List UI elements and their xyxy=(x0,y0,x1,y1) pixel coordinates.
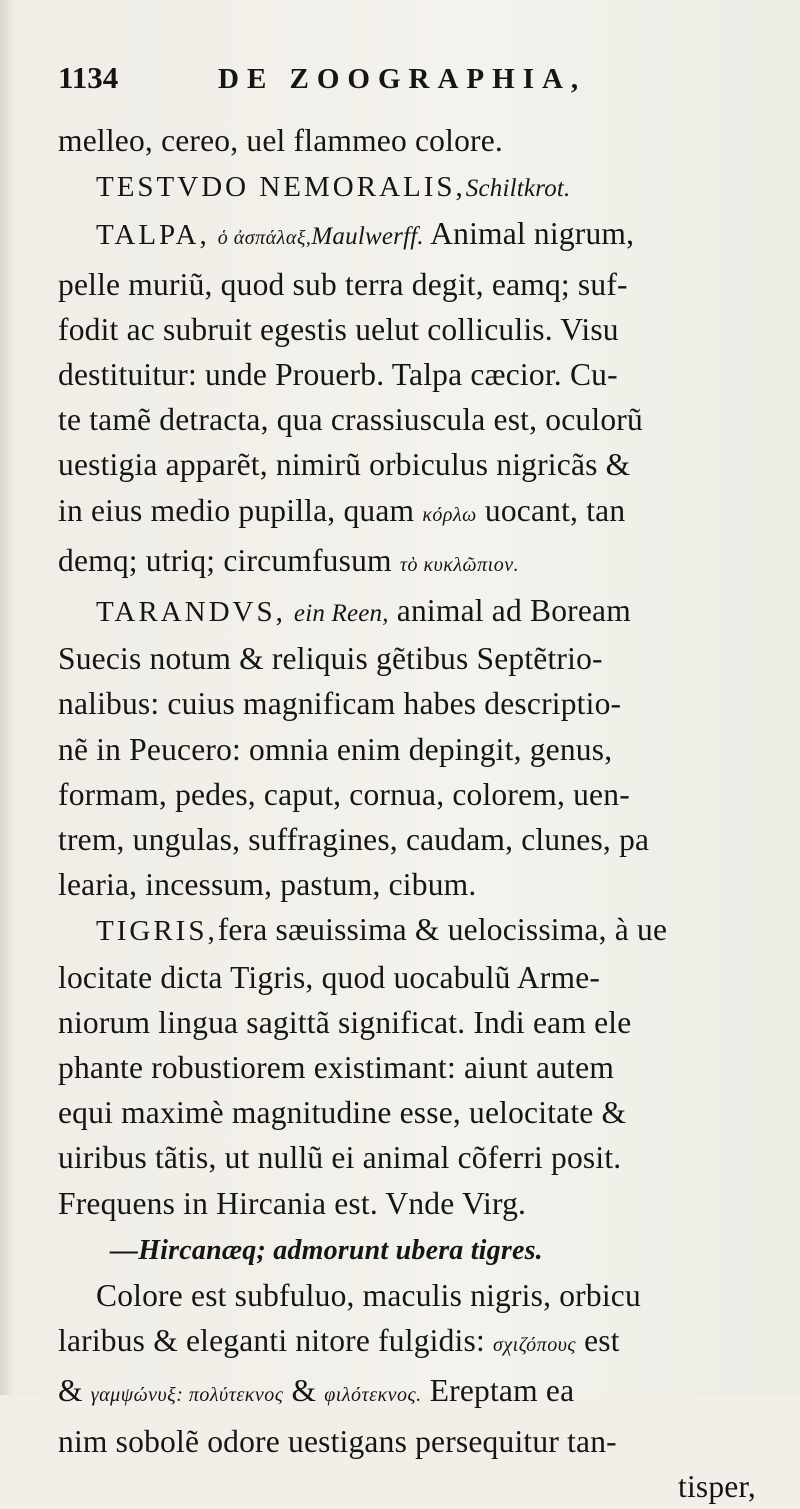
running-title: DE ZOOGRAPHIA, xyxy=(218,63,587,95)
text-line: melleo, cereo, uel flammeo colore. xyxy=(58,123,503,158)
text-line: trem, ungulas, suffragines, caudam, clunes, pa xyxy=(58,822,650,858)
text-line: locitate dicta Tigris, quod uocabulũ Arme- xyxy=(58,959,601,995)
text-line: Suecis notum & reliquis gẽtibus Septẽtrio- xyxy=(58,641,603,677)
text-line: te tamẽ detracta, qua crassiuscula est, oculorũ xyxy=(58,402,643,438)
text-line: phante robustiorem existimant: aiunt autem xyxy=(58,1050,615,1086)
text-line: laribus & eleganti nitore fulgidis: σχιζόπους est xyxy=(58,1323,620,1359)
text-line: nẽ in Peucero: omnia enim depingit, genus, xyxy=(58,731,613,767)
catchword-line: tisper, xyxy=(678,1468,756,1504)
text-line: niorum lingua sagittã significat. Indi eam ele xyxy=(58,1004,632,1040)
text-line: & γαμψώνυξ: πολύτεκνος & φιλότεκνος. Ereptam ea xyxy=(58,1373,575,1409)
text-line: formam, pedes, caput, cornua, colorem, uen- xyxy=(58,776,630,812)
text-line: Colore est subfuluo, maculis nigris, orbicu xyxy=(96,1278,641,1314)
text-line: nim sobolẽ odore uestigans persequitur tan- xyxy=(58,1423,617,1459)
text-line: uiribus tãtis, ut nullũ ei animal cõferri posit. xyxy=(58,1140,622,1176)
entry-heading-testudo: TESTVDO NEMORALIS,Schiltkrot. xyxy=(96,171,571,204)
verse-quotation: —Hircanæq; admorunt ubera tigres. xyxy=(110,1234,543,1266)
text-line: demq; utriq; circumfusum τὸ κυκλῶπιον. xyxy=(58,542,520,578)
text-line: fodit ac subruit egestis uelut colliculis. Visu xyxy=(58,311,619,347)
text-line: equi maximè magnitudine esse, uelocitate & xyxy=(58,1095,627,1131)
text-line: destituitur: unde Prouerb. Talpa cæcior. Cu- xyxy=(58,357,618,393)
text-line: in eius medio pupilla, quam κόρλω uocant, tan xyxy=(58,492,626,528)
entry-heading-talpa: TALPA, ὁ ἀσπάλαξ,Maulwerff. Animal nigrum, xyxy=(96,216,635,252)
text-line: nalibus: cuius magnificam habes descriptio- xyxy=(58,686,622,722)
text-line: uestigia apparẽt, nimirũ orbiculus nigricãs & xyxy=(58,447,631,483)
entry-heading-tarandus: TARANDVS, ein Reen, animal ad Boream xyxy=(96,593,631,629)
running-head xyxy=(58,60,760,118)
entry-heading-tigris: TIGRIS,fera sæuissima & uelocissima, à ue xyxy=(96,912,668,948)
text-line: pelle muriũ, quod sub terra degit, eamq; suf- xyxy=(58,266,628,302)
body-text xyxy=(58,118,760,1509)
text-line: learia, incessum, pastum, cibum. xyxy=(58,867,477,903)
page-number: 1134 xyxy=(58,60,119,95)
text-line: Frequens in Hircania est. Vnde Virg. xyxy=(58,1185,527,1221)
